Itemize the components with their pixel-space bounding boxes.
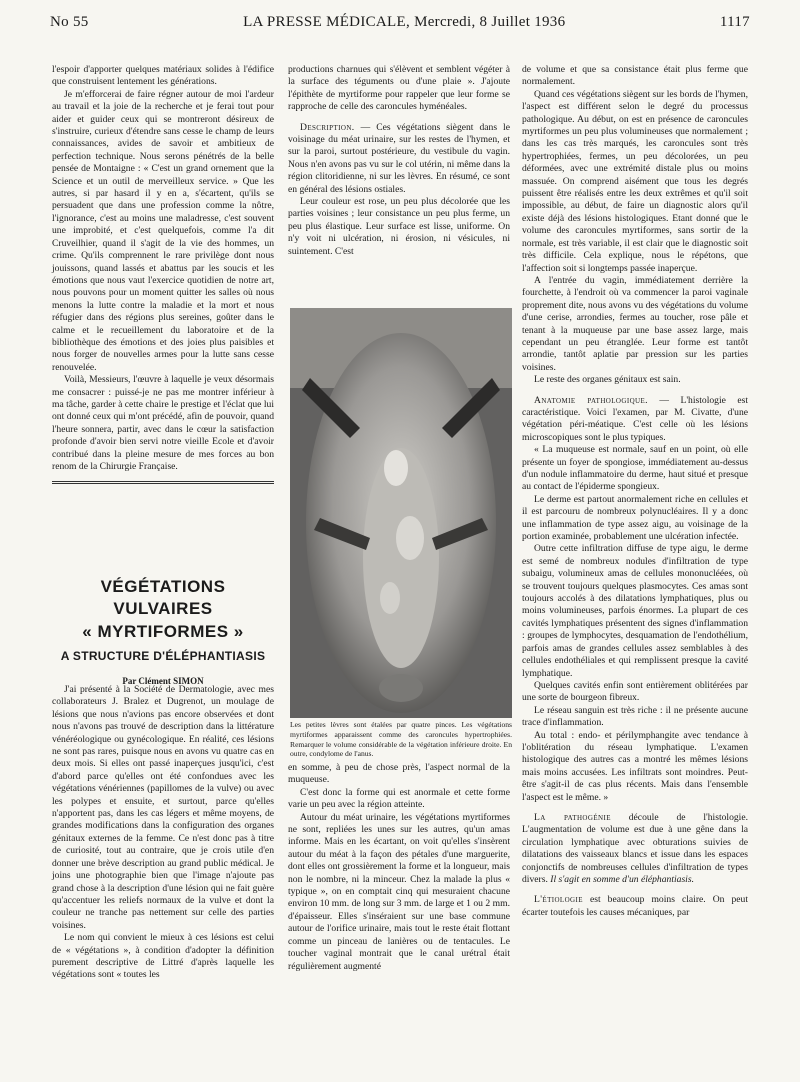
paragraph: Le nom qui convient le mieux à ces lésions est celui de « végétations », à condition d'adopter la définition purement descriptive de Littré d'après laquelle les végétations sont « toutes les: [52, 932, 274, 981]
paragraph: Quand ces végétations siègent sur les bords de l'hymen, l'aspect est différent selon le degré du processus pathologique. Au début, on est en présence de caroncules myrtiformes un peu plus volumineuses que normalement ; dans les cas très marqués, les caroncules sont très hypertrophiées, fermes, un peu décolorées, un peu déformées, avec une extrémité distale plus ou moins massuée. On comprend aisément que tous les degrés puissent être réalisés entre les deux extrêmes et qu'il soit impossible, au début, de faire un diagnostic alors qu'il existe déjà des lésions histologiques. Etant donné que le volume des caroncules myrtiformes, sans sortir de la normale, est très variable, il est clair que le diagnostic soit très difficile. Cela explique, nous le répétons, que l'affection soit si longtemps passée inaperçue.: [522, 88, 748, 274]
paragraph: Je m'efforcerai de faire régner autour de moi l'ardeur au travail et la joie de la recherche et je ferai tout pour aider et guider ceux qui se montreront désireux de s'instruire, curieux d'étendre sans cesse le champ de leurs connaissances, avides de savoir et ambitieux de perfection technique. Nous serons pénétrés de la belle pensée de Montaigne : « C'est un grand ornement que la Science et un outil de merveilleux service. » Que les autres, si par hasard il y en a, s'écartent, qu'ils se persuadent que dans une profession comme la nôtre, l'ignorance, c'est au moins une maladresse, c'est souvent une improbité, et c'est quelquefois, comme l'a dit Cruveilhier, quand il s'agit de la vie des hommes, un crime. Qu'ils comprennent le rare privilège dont nous jouissons, quand lassés et abattus par les soucis et les émotions que nous vaut l'exercice quotidien de notre art, nous pouvons pour un moment quitter les salles où nous menons la lutte contre la maladie et la mort et nous réfugier dans des régions plus sereines, goûter dans le calme et le recueillement du laboratoire et de la bibliothèque des émotions et des joies plus paisibles et nous forger de nouvelles armes pour la lutte sans cesse renouvelée.: [52, 88, 274, 373]
paragraph: « La muqueuse est normale, sauf en un point, où elle présente un foyer de spongiose, immédiatement au-dessus d'un nodule inflammatoire du derme, haut situé et presque au contact de l'épiderme spongieux.: [522, 444, 748, 493]
paragraph: Autour du méat urinaire, les végétations myrtiformes ne sont, repliées les unes sur les autres, qu'un amas informe. Mais en les écartant, on voit qu'elles s'insèrent autour du méat à la façon des pétales d'une marguerite, dont elles ont grossièrement la forme et la longueur, mais non le nombre, ni la minceur. Chez la malade la plus « typique », on en comptait cinq qui mesuraient chacune environ 10 mm. de long sur 3 mm. de large et 1 ou 2 mm. d'épaisseur. Elles s'inséraient sur une base commune autour de l'orifice urinaire, mais tout le reste était flottant comme un pinceau de lanières ou de tentacules. Le toucher vaginal montrait que le canal urétral était régulièrement augmenté: [288, 811, 510, 972]
figure-caption: Les petites lèvres sont étalées par quatre pinces. Les végétations myrtiformes apparaissent comme des caroncules hypertrophiées. Remarquer le volume considérable de la végétation inférieure droite. En outre, condylome de l'anus.: [290, 720, 512, 759]
paragraph: Voilà, Messieurs, l'œuvre à laquelle je veux désormais me consacrer : puissé-je ne pas me montrer inférieur à ma tâche, garder à cette chaire le prestige et l'éclat que lui ont donné ceux qui m'ont précédé, afin de pouvoir, quand l'heure sonnera, partir, avec dans le cœur la satisfaction profonde d'avoir bien servi notre vieille Ecole et d'avoir contribué dans la pleine mesure de mes forces au bon renom de la Chirurgie Française.: [52, 374, 274, 472]
section-label-anatomy: Anatomie pathologique.: [534, 394, 648, 406]
paragraph-text: découle de l'histologie. L'augmentation de volume est due à une gêne dans la circulation lymphatique avec obturations suivies de dilatations des vaisseaux blancs et issue dans les espaces conjonctifs de nombreuses cellules d'infiltration de types divers.: [522, 811, 748, 885]
paragraph-text: — L'histologie est caractéristique. Voici l'examen, par M. Civatte, d'une végétation péri-méatique. C'est celle où les lésions microscopiques sont le plus typiques.: [522, 394, 748, 443]
paragraph: de volume et que sa consistance était plus ferme que normalement.: [522, 64, 748, 88]
paragraph: J'ai présenté à la Société de Dermatologie, avec mes collaborateurs J. Bralez et Dugrenot, un moulage de lésions que nous n'avions pas encore observées et dont nous n'avons pas trouvé de description dans la littérature vénéréologique ou gynécologique. En réalité, ces lésions ne sont pas rares, puisque nous en avons vu quatre cas en deux mois. Si elles ont passé inaperçues jusqu'ici, c'est d'abord parce qu'elles ont été confondues avec les végétations vénériennes (papillomes de la vulve) ou avec les polypes et ensuite, et surtout, parce qu'elles n'apportent pas, dans les cas légers et même moyens, de grandes modifications dans la configuration des organes génitaux externes de la femme. Ce n'est donc pas à titre de curiosité, tout au contraire, que je crois utile d'en donner une brève description au grand public médical. Je joins une photographie bien que l'image n'ajoute pas grand chose à la description d'une lésion qui ne fait guère qu'accentuer les reliefs normaux de la vulve et dont la couleur ne tranche pas nettement sur celle des parties voisines.: [52, 684, 274, 931]
emphasis-text: Il s'agit en somme d'un éléphantiasis.: [550, 874, 694, 885]
paragraph: en somme, à peu de chose près, l'aspect normal de la muqueuse.: [288, 762, 510, 786]
paragraph: A l'entrée du vagin, immédiatement derrière la fourchette, à l'endroit où va commencer la paroi vaginale proprement dite, nous avons vu des végétations du volume d'une cerise, arrondies, fermes au toucher, rose pâle et tenant à la muqueuse par une base assez large, mais cependant un peu étranglée. Leur forme est tantôt arrondie, tantôt aplatie par pression sur les parties voisines.: [522, 274, 748, 373]
photo-illustration: [290, 308, 512, 718]
paragraph: productions charnues qui s'élèvent et semblent végéter à la surface des téguments ou d'une plaie ». J'ajoute l'épithète de myrtiforme pour rappeler que leur forme se rapproche de celle des caroncules hyménéales.: [288, 64, 510, 113]
paragraph: Quelques cavités enfin sont entièrement oblitérées par une sorte de bourgeon fibreux.: [522, 679, 748, 704]
article-byline: Par Clément SIMON: [122, 676, 204, 686]
paragraph: Le derme est partout anormalement riche en cellules et il est parcouru de nombreux polynucléaires. Il y a donc une inflammation de type assez aigu, au voisinage de la portion examinée, probablement une ulcération infectée.: [522, 493, 748, 543]
article-body-col-1: [52, 684, 274, 982]
article-title-line-2: « MYRTIFORMES »: [82, 622, 244, 641]
journal-title-date: LA PRESSE MÉDICALE, Mercredi, 8 Juillet 1936: [243, 14, 566, 30]
paragraph: l'espoir d'apporter quelques matériaux solides à l'édifice que construisent lentement les générations.: [52, 64, 274, 88]
paragraph-text: — Ces végétations siègent dans le voisinage du méat urinaire, sur les restes de l'hymen, et sur la paroi, surtout postérieure, du vestibule du vagin. Nous n'en avons pas vu sur le col utérin, ni même dans la région clitoridienne, ni sur les lèvres. En résumé, ce sont en général des lésions ostiales.: [288, 121, 510, 195]
issue-number: No 55: [50, 14, 89, 30]
clinical-photograph: [290, 308, 512, 718]
article-title-line-1: VÉGÉTATIONS VULVAIRES: [100, 577, 226, 618]
column-2-top: [288, 64, 510, 258]
paragraph-text: est beaucoup moins claire. On peut écarter toutefois les causes mécaniques, par: [522, 894, 748, 918]
column-1: [52, 64, 274, 492]
article-title-block: [52, 576, 274, 686]
page-number: 1117: [719, 14, 750, 30]
paragraph: C'est donc la forme qui est anormale et cette forme varie un peu avec la région atteinte.: [288, 786, 510, 811]
paragraph: Leur couleur est rose, un peu plus décolorée que les parties voisines ; leur consistance un peu plus ferme, un peu plus élastique. Leur surface est lisse, uniforme. On n'y voit ni ulcération, ni érosion, ni vésicules, ni suintement. C'est: [288, 196, 510, 257]
paragraph: Le réseau sanguin est très riche : il ne présente aucune trace d'inflammation.: [522, 704, 748, 729]
column-2-bottom: [288, 762, 510, 973]
column-3: [522, 64, 748, 919]
article-subtitle: A STRUCTURE D'ÉLÉPHANTIASIS: [60, 649, 266, 663]
section-label-description: Description.: [300, 121, 355, 133]
page-header: [50, 14, 750, 44]
paragraph: Au total : endo- et périlymphangite avec tendance à l'oblitération du réseau lymphatique. L'examen histologique des autres cas a montré les mêmes lésions mais moins accusées. Les infiltrats sont moindres. Peut-être s'agit-il de cas plus récents. Mais dans l'ensemble l'aspect est le même. »: [522, 729, 748, 803]
paragraph: Outre cette infiltration diffuse de type aigu, le derme est semé de nombreux nodules d'infiltration de type subaigu, volumineux amas de cellules mononucléées, où se trouvent toujours quelques plasmocytes. Ces amas sont toujours accolés à des dilatations lymphatiques, plus ou moins volumineuses, parfois énormes. La plupart de ces cavités lymphatiques présentent des signes d'inflammation : groupes de lymphocytes, desquamation de l'endothélium, parfois amas de grandes cellules assez semblables à des cellules endothéliales et qui remplissent presque la cavité lymphatique.: [522, 543, 748, 679]
section-label-etiology: L'étiologie: [534, 894, 583, 906]
section-label-pathogeny: La pathogénie: [534, 811, 611, 823]
paragraph: Le reste des organes génitaux est sain.: [534, 374, 681, 386]
section-divider: [52, 481, 274, 484]
